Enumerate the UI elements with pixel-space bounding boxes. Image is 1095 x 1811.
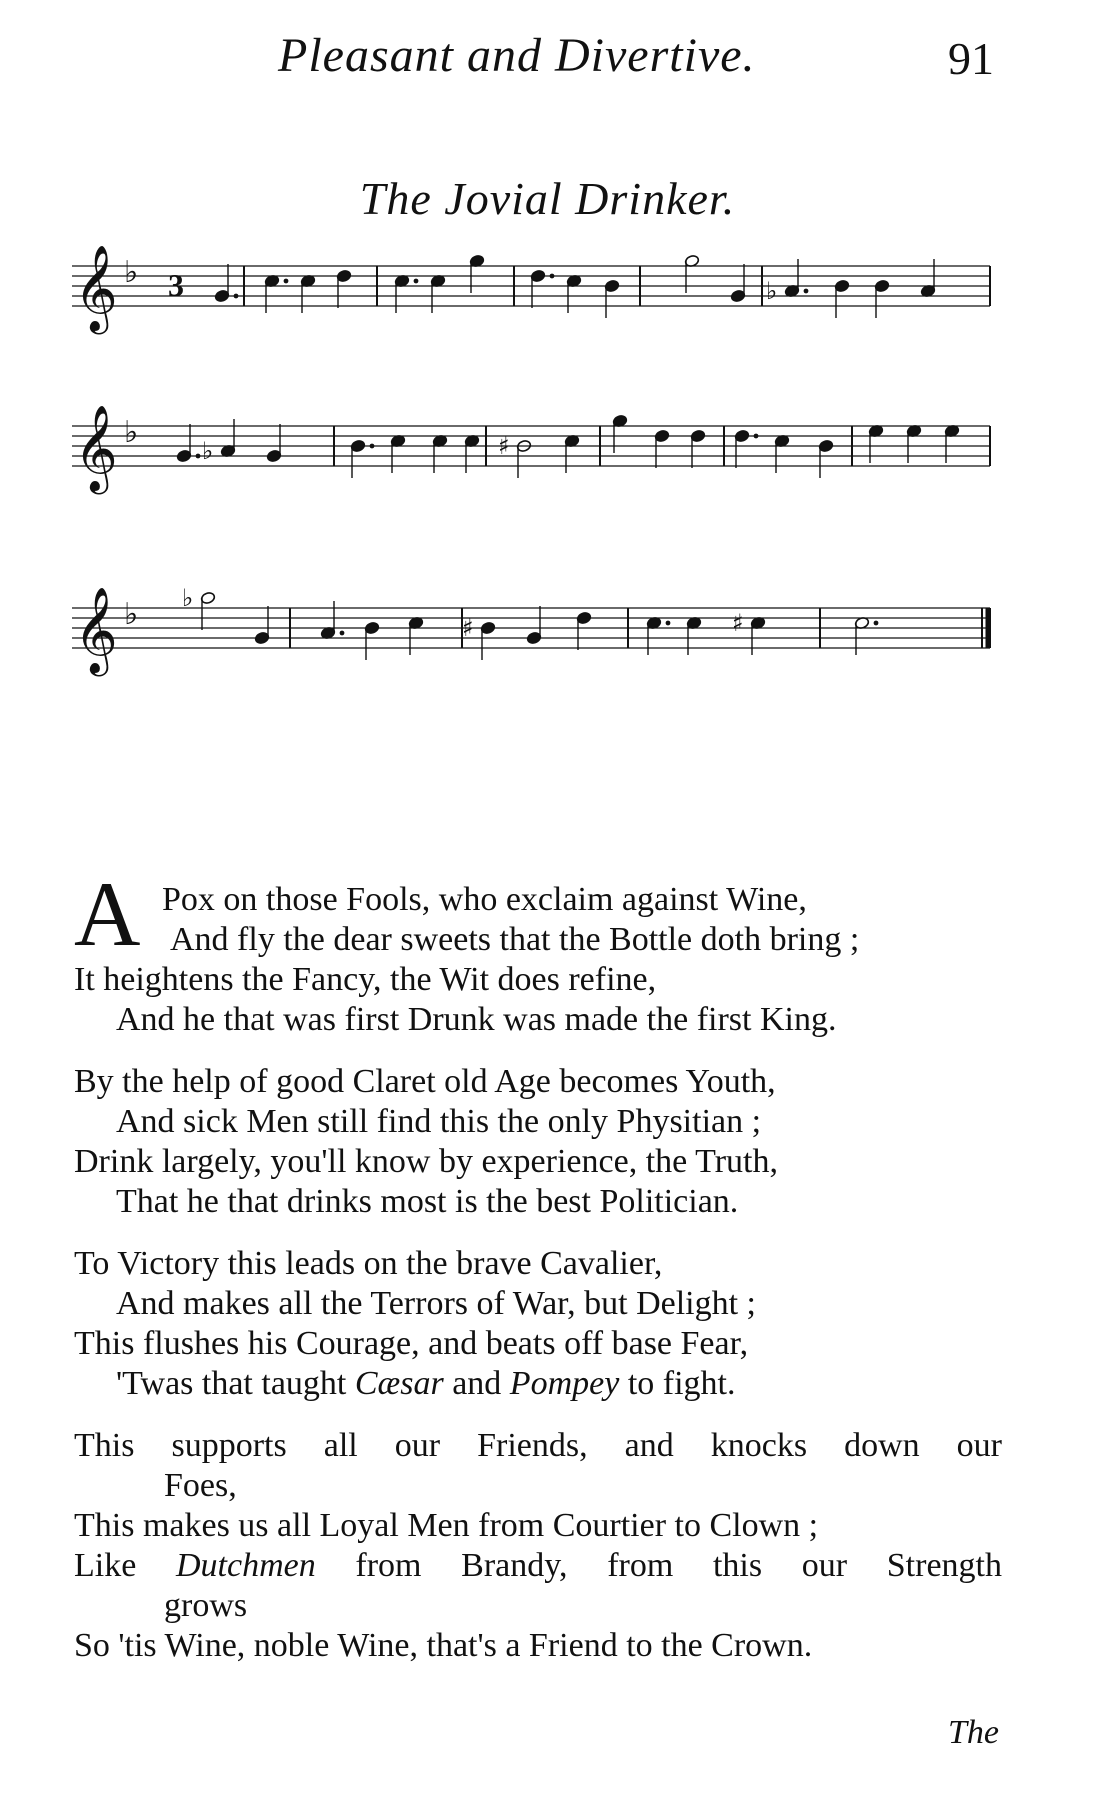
verse-line: This makes us all Loyal Men from Courtier to Clown ; [74, 1507, 819, 1544]
verse-text: 'Twas that taught [116, 1365, 355, 1402]
sharp-icon: ♯ [498, 432, 510, 460]
stanza-3 [74, 1244, 1004, 1404]
staff-2-svg [72, 398, 1002, 508]
verse-line: Drink largely, you'll know by experience, the Truth, [74, 1143, 778, 1180]
treble-clef-icon: 𝄞 [74, 245, 118, 331]
song-title: The Jovial Drinker. [359, 173, 736, 224]
verse-line: That he that drinks most is the best Politician. [116, 1183, 739, 1220]
note-dot [340, 631, 345, 636]
note-dot [370, 444, 375, 449]
note-dot [804, 289, 809, 294]
stanza-2 [74, 1062, 1004, 1222]
sharp-icon: ♯ [462, 614, 474, 642]
note-dot [754, 434, 759, 439]
verse-line-continuation: Foes, [164, 1467, 237, 1504]
running-title: Pleasant and Divertive. [278, 29, 756, 82]
verse-line: And sick Men still find this the only Physitian ; [116, 1103, 762, 1140]
stanza-1 [74, 863, 1004, 1040]
verse-line: And makes all the Terrors of War, but Delight ; [116, 1285, 757, 1322]
word-dutchmen: Dutchmen [175, 1547, 316, 1584]
key-flat-icon: ♭ [124, 255, 139, 290]
drop-cap: A [74, 863, 141, 965]
verse-line: And fly the dear sweets that the Bottle doth bring ; [170, 921, 860, 958]
treble-clef-icon: 𝄞 [74, 587, 118, 673]
verse-line: By the help of good Claret old Age becomes Youth, [74, 1063, 776, 1100]
verse-text: and [443, 1365, 510, 1402]
note-dot [874, 621, 879, 626]
name-pompey: Pompey [509, 1365, 620, 1402]
verse-line: This supports all our Friends, and knocks down our [74, 1427, 1002, 1464]
verse-line [74, 1364, 1004, 1404]
verse-line: And he that was first Drunk was made the first King. [116, 1001, 837, 1038]
catchword: The [948, 1714, 999, 1751]
staff-3-svg [72, 580, 1002, 690]
name-caesar: Cæsar [354, 1365, 444, 1402]
sharp-icon: ♯ [732, 609, 744, 637]
verses [74, 863, 1004, 1688]
flat-icon: ♭ [182, 584, 194, 612]
note-dot [196, 454, 201, 459]
verse-line: So 'tis Wine, noble Wine, that's a Friend to the Crown. [74, 1627, 813, 1664]
verse-line: It heightens the Fancy, the Wit does refine, [74, 961, 657, 998]
running-head [0, 28, 1095, 88]
page-number: 91 [948, 33, 994, 84]
note-dot [666, 621, 671, 626]
note-dot [284, 279, 289, 284]
verse-text: from Brandy, from this our Strength [315, 1547, 1002, 1584]
music-staff-1 [72, 238, 1002, 348]
key-flat-icon: ♭ [124, 415, 139, 450]
verse-text: to fight. [619, 1365, 736, 1402]
treble-clef-icon: 𝄞 [74, 405, 118, 491]
stanza-4 [74, 1426, 1004, 1666]
flat-icon: ♭ [202, 437, 214, 465]
verse-text: Like [74, 1547, 176, 1584]
music-staff-2 [72, 398, 1002, 508]
staff-1-svg [72, 238, 1002, 348]
note-dot [414, 279, 419, 284]
verse-line: Pox on those Fools, who exclaim against Wine, [162, 881, 807, 918]
key-flat-icon: ♭ [124, 597, 139, 632]
verse-line [74, 1546, 1002, 1586]
verse-line-continuation: grows [164, 1587, 248, 1624]
verse-line: To Victory this leads on the brave Cavalier, [74, 1245, 663, 1282]
note-dot [234, 294, 239, 299]
music-staff-3 [72, 580, 1002, 690]
verse-line: This flushes his Courage, and beats off base Fear, [74, 1325, 749, 1362]
time-signature: 3 [168, 267, 184, 303]
note-dot [550, 274, 555, 279]
flat-icon: ♭ [766, 277, 778, 305]
